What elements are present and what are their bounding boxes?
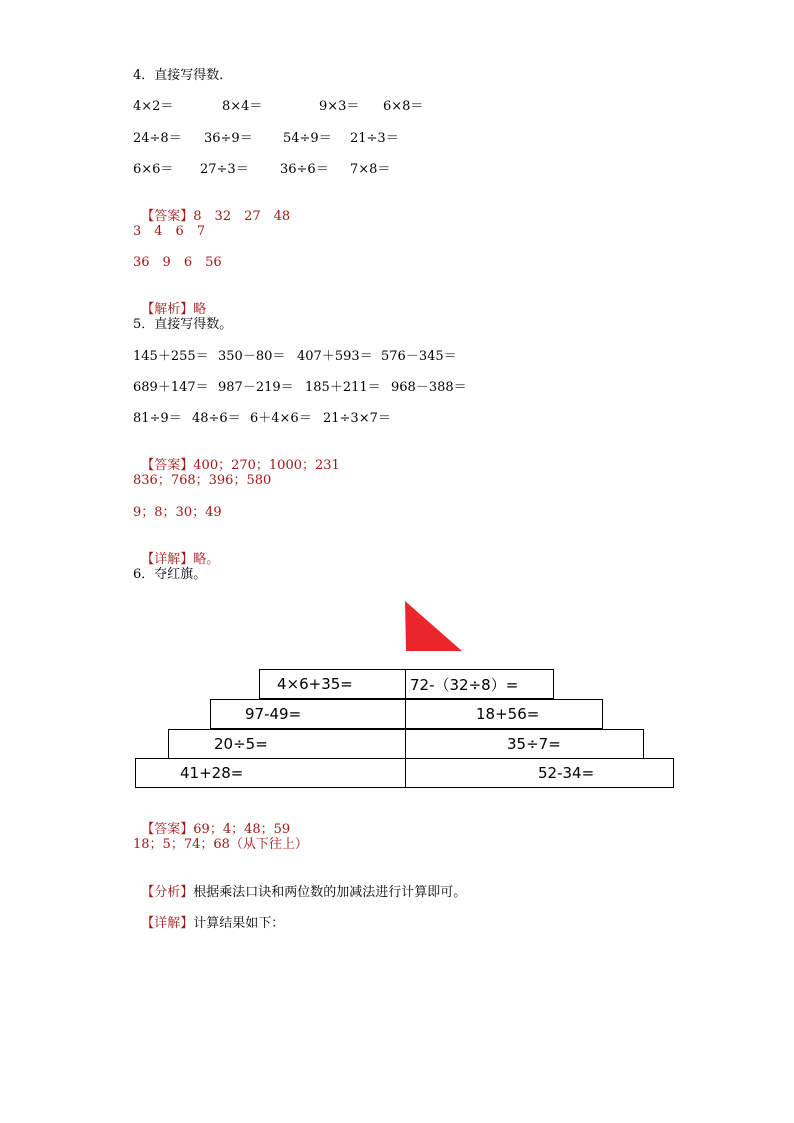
pyramid-cell (405, 729, 644, 759)
q4-expr: 27÷3＝ (200, 162, 249, 177)
pyramid-cell (405, 699, 603, 729)
q5-expr: 21÷3×7＝ (323, 411, 391, 426)
q4-expr: 36÷9＝ (204, 131, 253, 146)
pyramid-expr: 18+56= (476, 705, 540, 723)
q5-title: 5．直接写得数。 (133, 317, 233, 332)
q5-answer (133, 442, 340, 474)
pyramid-expr: 72-（32÷8）= (410, 675, 519, 694)
pyramid-expr: 97-49= (245, 705, 302, 723)
q4-expr: 24÷8＝ (133, 131, 182, 146)
detail-text: 略。 (193, 552, 220, 567)
pyramid-expr: 4×6+35= (277, 675, 353, 693)
answer-label: 【答案】 (141, 458, 194, 473)
q6-detail (133, 900, 284, 932)
q5-expr: 968－388＝ (391, 380, 467, 395)
pyramid-cell (210, 699, 407, 729)
q6-analysis (133, 869, 466, 901)
q6-answer-line-2: 18；5；74；68（从下往上） (133, 837, 308, 852)
q6-title: 6．夺红旗。 (133, 567, 207, 582)
q5-expr: 987－219＝ (218, 380, 294, 395)
q5-detail (133, 536, 219, 568)
q5-expr: 6＋4×6＝ (250, 411, 312, 426)
answer-label: 【答案】 (141, 209, 194, 224)
pyramid-expr: 41+28= (180, 764, 244, 782)
q5-expr: 350－80＝ (218, 349, 286, 364)
q4-expr: 9×3＝ (319, 99, 360, 114)
pyramid-cell (405, 669, 554, 699)
q5-expr: 185＋211＝ (305, 380, 381, 395)
q4-answer-line-2: 3 4 6 7 (133, 224, 206, 239)
analysis-label: 【分析】 (141, 885, 194, 900)
q4-expr: 8×4＝ (222, 99, 263, 114)
analysis-label: 【解析】 (141, 302, 194, 317)
pyramid-cell (168, 729, 407, 759)
red-flag-icon (404, 601, 464, 653)
q4-title: 4．直接写得数． (133, 68, 233, 83)
q4-expr: 6×6＝ (133, 162, 174, 177)
answer-text: 69；4；48；59 (193, 822, 291, 837)
q5-expr: 407＋593＝ (297, 349, 373, 364)
pyramid-expr: 20÷5= (214, 735, 268, 753)
q5-expr: 81÷9＝ (133, 411, 182, 426)
q5-answer-line-2: 836；768；396；580 (133, 473, 272, 488)
q4-expr: 7×8＝ (350, 162, 391, 177)
q6-answer (133, 806, 290, 838)
answer-label: 【答案】 (141, 822, 194, 837)
q4-analysis (133, 286, 206, 318)
pyramid-cell (135, 758, 407, 788)
q5-expr: 48÷6＝ (192, 411, 241, 426)
pyramid-expr: 35÷7= (507, 735, 561, 753)
detail-label: 【详解】 (141, 552, 194, 567)
answer-text: 400；270；1000；231 (193, 458, 340, 473)
q4-expr: 36÷6＝ (280, 162, 329, 177)
q4-expr: 4×2＝ (133, 99, 174, 114)
analysis-text: 根据乘法口诀和两位数的加减法进行计算即可。 (193, 885, 467, 900)
detail-label: 【详解】 (141, 916, 194, 931)
q4-answer (133, 193, 290, 225)
pyramid-cell (405, 758, 674, 788)
pyramid-expr: 52-34= (538, 764, 595, 782)
q5-expr: 689＋147＝ (133, 380, 209, 395)
q5-answer-line-3: 9；8；30；49 (133, 505, 222, 520)
pyramid-cell (259, 669, 407, 699)
q4-answer-line-3: 36 9 6 56 (133, 255, 222, 270)
q5-expr: 145＋255＝ (133, 349, 209, 364)
q4-expr: 54÷9＝ (283, 131, 332, 146)
q4-expr: 21÷3＝ (350, 131, 399, 146)
detail-text: 计算结果如下： (193, 916, 285, 931)
answer-text: 8 32 27 48 (193, 209, 291, 224)
q4-expr: 6×8＝ (383, 99, 424, 114)
q5-expr: 576－345＝ (381, 349, 457, 364)
analysis-text: 略 (193, 302, 207, 317)
